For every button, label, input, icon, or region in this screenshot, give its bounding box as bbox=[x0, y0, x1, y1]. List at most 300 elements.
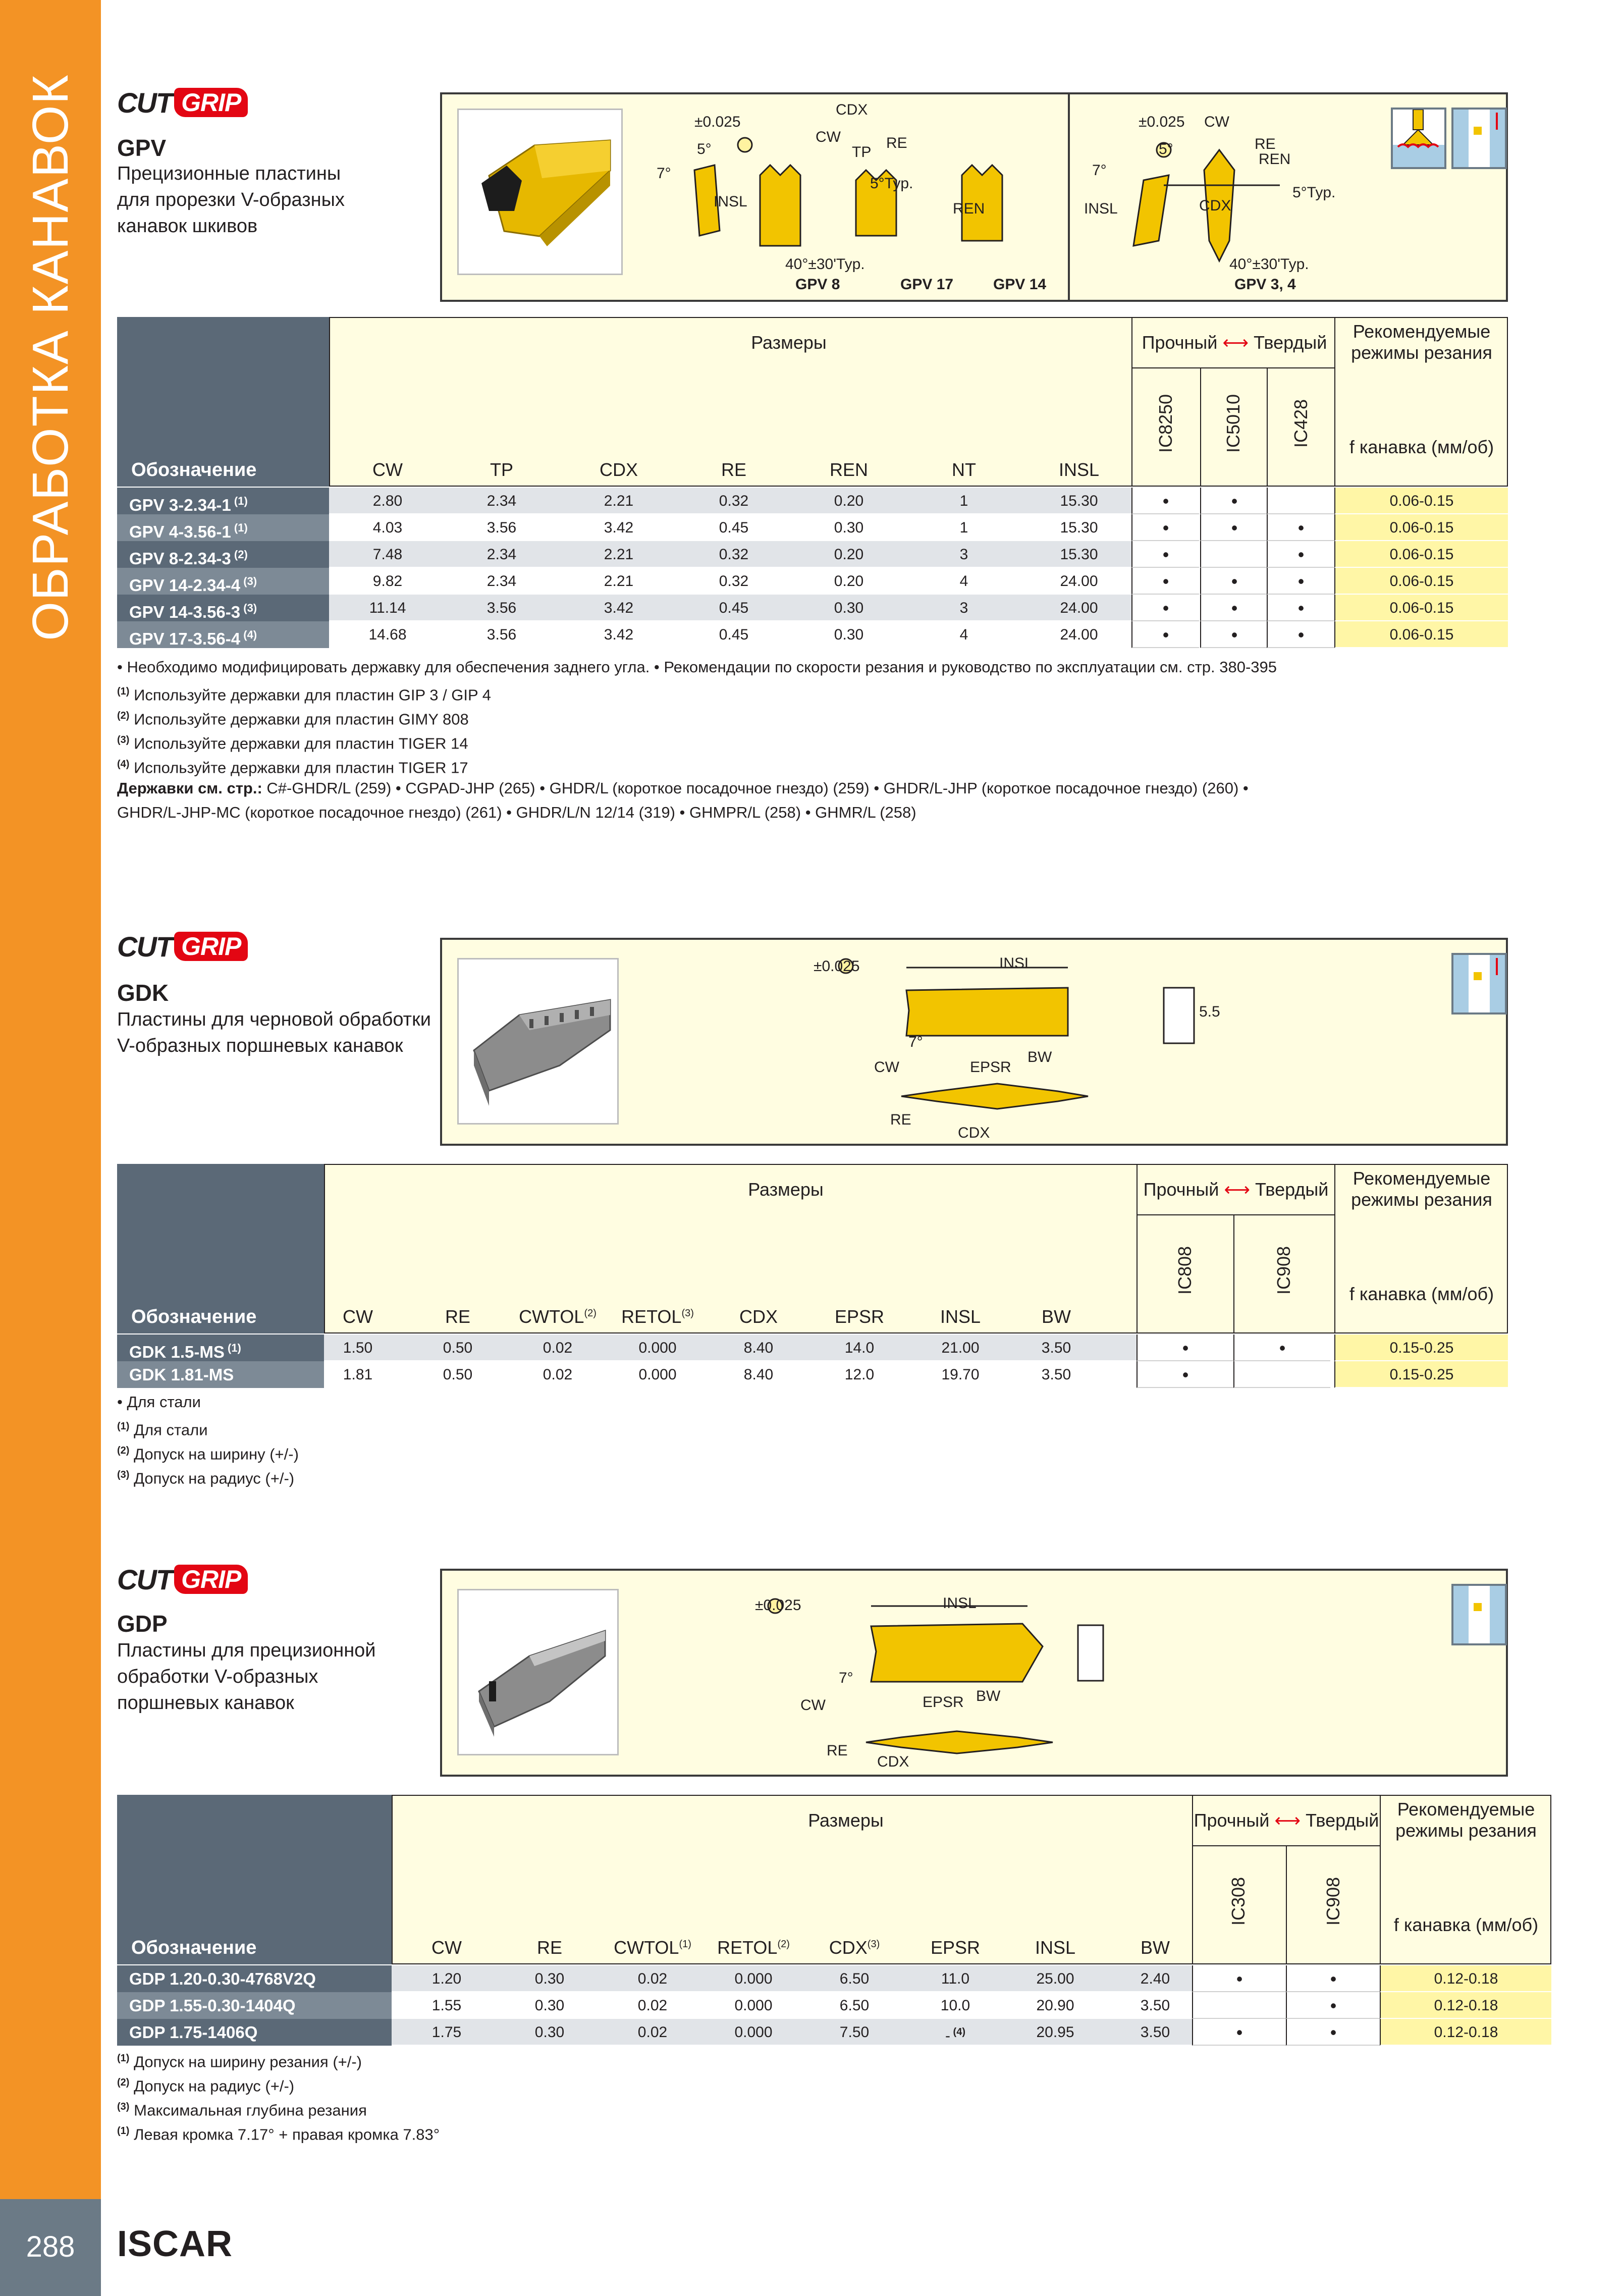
row-cell: 0.20 bbox=[834, 546, 864, 563]
drawing-caption: GPV 3, 4 bbox=[1234, 276, 1296, 293]
column-header: CDX bbox=[599, 459, 638, 480]
row-cell: 4 bbox=[959, 573, 968, 590]
row-cell: 0.000 bbox=[734, 1970, 773, 1987]
column-header: RETOL$^{(3)}$ bbox=[621, 1306, 694, 1327]
row-cell: 4.03 bbox=[372, 519, 403, 536]
row-cell: 2.21 bbox=[604, 493, 634, 509]
grade-hard: Твердый bbox=[1255, 1179, 1329, 1200]
column-header-note: (3) bbox=[681, 1308, 694, 1319]
row-cell: 2.21 bbox=[604, 573, 634, 590]
section-title-vertical: ОБРАБОТКА КАНАВОК bbox=[22, 74, 79, 641]
row-cell: 15.30 bbox=[1060, 493, 1098, 509]
row-cell: 0.20 bbox=[834, 573, 864, 590]
row-code-note: (1) bbox=[231, 495, 248, 507]
row-cell: 0.30 bbox=[834, 600, 864, 616]
note-line: $^{(2)}$ Используйте державки для пластин GIMY 808 bbox=[117, 710, 469, 728]
row-grade: • bbox=[1200, 488, 1268, 514]
row-grade: • bbox=[1267, 595, 1334, 621]
note-line: $^{(2)}$ Допуск на радиус (+/-) bbox=[117, 2077, 295, 2095]
drawing-label: INSL bbox=[1084, 200, 1118, 217]
row-cell: 4 bbox=[959, 626, 968, 643]
row-grade: • bbox=[1192, 1965, 1286, 1992]
column-header: CW bbox=[431, 1937, 462, 1958]
drawing-label: 5°Typ. bbox=[1292, 184, 1336, 201]
row-grade: • bbox=[1200, 621, 1268, 648]
note-text: Используйте державки для пластин TIGER 17 bbox=[134, 759, 468, 777]
row-cell: 3.50 bbox=[1140, 1997, 1170, 2014]
row-cell: 14.68 bbox=[368, 626, 407, 643]
row-cell: 10.0 bbox=[940, 1997, 970, 2014]
row-grade: • bbox=[1137, 1361, 1233, 1388]
row-code-note: (1) bbox=[224, 1342, 241, 1354]
row-cell: 0.30 bbox=[534, 2024, 565, 2041]
row-grade: • bbox=[1286, 1992, 1380, 2019]
row-code: GDK 1.5-MS $^{(1)}$ bbox=[117, 1334, 324, 1361]
column-header-code: Обозначение bbox=[131, 1937, 257, 1958]
note-line: • Для стали bbox=[117, 1393, 201, 1411]
logo-grip-text: GRIP bbox=[174, 1565, 248, 1594]
row-cell: 21.00 bbox=[941, 1340, 980, 1356]
table-row bbox=[117, 568, 1508, 595]
row-cell: 2.34 bbox=[486, 546, 517, 563]
drawing-label: ±0.025 bbox=[814, 958, 860, 975]
row-cell: 0.000 bbox=[734, 1997, 773, 2014]
drawing-label: ±0.025 bbox=[755, 1597, 801, 1614]
note-line: $^{(1)}$ Для стали bbox=[117, 1421, 208, 1439]
row-cell: 8.40 bbox=[743, 1340, 774, 1356]
row-cell: 3 bbox=[959, 600, 968, 616]
row-feed: 0.15-0.25 bbox=[1334, 1361, 1508, 1388]
row-cell: 0.000 bbox=[638, 1340, 677, 1356]
drawing-label: RE bbox=[890, 1111, 911, 1128]
table-row bbox=[117, 541, 1508, 568]
note-text: Допуск на радиус (+/-) bbox=[134, 1469, 295, 1487]
row-grade: • bbox=[1233, 1334, 1330, 1361]
drawing-label: 40°±30'Typ. bbox=[785, 256, 865, 273]
row-grade: • bbox=[1267, 621, 1334, 648]
row-cell: 0.45 bbox=[719, 519, 749, 536]
header-sizes: Размеры bbox=[751, 332, 827, 353]
drawing-label: CDX bbox=[1199, 197, 1231, 214]
cutgrip-logo-gdk bbox=[117, 929, 248, 964]
row-code-note: (4) bbox=[240, 628, 257, 641]
row-code: GPV 8-2.34-3 $^{(2)}$ bbox=[117, 541, 329, 568]
drawing-label: BW bbox=[1027, 1049, 1052, 1065]
note-marker: (1) bbox=[117, 2125, 130, 2137]
row-code: GPV 14-3.56-3 $^{(3)}$ bbox=[117, 595, 329, 621]
drawing-label: 5.5 bbox=[1199, 1003, 1220, 1020]
page-number: 288 bbox=[26, 2230, 75, 2263]
drawing-label: INSL bbox=[999, 955, 1033, 972]
note-line: GHDR/L-JHP-MC (короткое посадочное гнездо) (261) • GHDR/L/N 12/14 (319) • GHMPR/L (258) • GHMR/L (258) bbox=[117, 804, 916, 821]
drawing-caption: GPV 17 bbox=[900, 276, 954, 293]
row-grade: • bbox=[1286, 1965, 1380, 1992]
application-icon-groove bbox=[1451, 953, 1507, 1014]
row-cell: 1 bbox=[959, 493, 968, 509]
table-row bbox=[117, 488, 1508, 514]
row-grade bbox=[1192, 1992, 1286, 2019]
row-grade: • bbox=[1131, 514, 1199, 541]
application-icon-groove bbox=[1451, 108, 1507, 169]
desc-line: поршневых канавок bbox=[117, 1692, 294, 1714]
drawing-label: ±0.025 bbox=[1139, 114, 1185, 130]
row-grade: • bbox=[1131, 568, 1199, 595]
divider bbox=[1286, 1845, 1287, 1964]
row-cell: 14.0 bbox=[844, 1340, 875, 1356]
row-cell: 0.000 bbox=[734, 2024, 773, 2041]
row-cell: 2.80 bbox=[372, 493, 403, 509]
drawing-label: 5° bbox=[697, 141, 712, 157]
column-header: REN bbox=[829, 459, 868, 480]
cutgrip-logo-gdp bbox=[117, 1562, 248, 1597]
arrow-icon: ⟷ bbox=[1222, 332, 1249, 353]
product-description-gpv bbox=[117, 161, 450, 239]
column-header: CWTOL$^{(1)}$ bbox=[614, 1937, 691, 1958]
row-cell: 11.14 bbox=[369, 600, 406, 616]
column-header-note: (2) bbox=[777, 1939, 790, 1950]
row-grade: • bbox=[1131, 541, 1199, 568]
row-feed: 0.06-0.15 bbox=[1334, 541, 1508, 568]
desc-line: канавок шкивов bbox=[117, 216, 258, 237]
drawing-label: 7° bbox=[908, 1034, 923, 1050]
drawing-box-gpv bbox=[440, 92, 1508, 302]
column-header-note: (2) bbox=[584, 1308, 597, 1319]
row-cell: 3.42 bbox=[604, 519, 634, 536]
column-header: INSL bbox=[1035, 1937, 1076, 1958]
row-cell: 2.34 bbox=[486, 493, 517, 509]
row-cell: 3.50 bbox=[1041, 1366, 1071, 1383]
grade-column-header: IC428 bbox=[1290, 399, 1311, 448]
header-sizes: Размеры bbox=[808, 1810, 884, 1831]
desc-line: V-образных поршневых канавок bbox=[117, 1035, 403, 1056]
row-cell: 0.30 bbox=[834, 519, 864, 536]
row-cell: 20.95 bbox=[1036, 2024, 1074, 2041]
application-icon-pulley bbox=[1391, 108, 1446, 169]
grade-tough: Прочный bbox=[1143, 1179, 1219, 1200]
row-grade: • bbox=[1131, 621, 1199, 648]
divider bbox=[1267, 367, 1268, 487]
header-feed: f канавка (мм/об) bbox=[1393, 1914, 1539, 1935]
grade-column-header: IC5010 bbox=[1223, 394, 1243, 453]
row-cell: 0.02 bbox=[637, 1970, 668, 1987]
column-header: RETOL$^{(2)}$ bbox=[717, 1937, 790, 1958]
note-line: $^{(3)}$ Максимальная глубина резания bbox=[117, 2101, 367, 2119]
row-cell: 0.02 bbox=[637, 1997, 668, 2014]
column-header: INSL bbox=[1058, 459, 1100, 480]
table-gpv bbox=[117, 317, 1508, 650]
note-text: Используйте державки для пластин GIMY 808 bbox=[134, 710, 469, 728]
divider bbox=[1200, 367, 1201, 487]
drawing-label: CW bbox=[874, 1059, 899, 1076]
drawing-label: ±0.025 bbox=[694, 114, 741, 130]
note-text: Допуск на ширину (+/-) bbox=[134, 1445, 299, 1463]
row-cell: 0.50 bbox=[443, 1366, 473, 1383]
table-row bbox=[117, 621, 1508, 648]
drawing-label: INSL bbox=[943, 1595, 977, 1612]
row-cell: 0.000 bbox=[638, 1366, 677, 1383]
divider bbox=[1137, 1214, 1334, 1215]
logo-grip-text: GRIP bbox=[174, 932, 248, 961]
note-line bbox=[117, 776, 1277, 800]
brand-name: ISCAR bbox=[117, 2224, 233, 2264]
table-row bbox=[117, 1334, 1508, 1361]
row-cell: 3.50 bbox=[1140, 2024, 1170, 2041]
grade-tough: Прочный bbox=[1142, 332, 1218, 353]
table-row bbox=[117, 1992, 1551, 2019]
drawing-label: 40°±30'Typ. bbox=[1229, 256, 1309, 273]
grade-hard: Твердый bbox=[1306, 1810, 1379, 1831]
row-cell: 24.00 bbox=[1060, 573, 1098, 590]
drawing-svg-gpv bbox=[634, 94, 1507, 300]
header-cutting-data: Рекомендуемые режимы резания bbox=[1351, 1168, 1492, 1210]
row-grade: • bbox=[1131, 595, 1199, 621]
column-header: BW bbox=[1141, 1937, 1170, 1958]
drawing-label: RE bbox=[1255, 136, 1276, 152]
column-header: BW bbox=[1042, 1306, 1071, 1327]
note-line: $^{(4)}$ Используйте державки для пластин TIGER 17 bbox=[117, 759, 468, 777]
arrow-icon: ⟷ bbox=[1224, 1179, 1250, 1200]
product-description-gdp bbox=[117, 1637, 450, 1716]
row-code: GPV 17-3.56-4 $^{(4)}$ bbox=[117, 621, 329, 648]
row-grade: • bbox=[1192, 2019, 1286, 2046]
column-header-note: (3) bbox=[867, 1939, 880, 1950]
header-grade-scale bbox=[1193, 1810, 1380, 1831]
column-header: INSL bbox=[940, 1306, 981, 1327]
row-cell: 0.45 bbox=[719, 626, 749, 643]
column-header-code: Обозначение bbox=[131, 1306, 257, 1327]
row-feed: 0.12-0.18 bbox=[1380, 1992, 1551, 2019]
row-feed: 0.12-0.18 bbox=[1380, 2019, 1551, 2046]
drawing-label: 7° bbox=[839, 1670, 853, 1686]
row-cell: 15.30 bbox=[1060, 519, 1098, 536]
row-code: GDK 1.81-MS bbox=[117, 1361, 324, 1388]
row-cell: 2.40 bbox=[1140, 1970, 1170, 1987]
row-feed: 0.06-0.15 bbox=[1334, 595, 1508, 621]
row-grade: • bbox=[1137, 1334, 1233, 1361]
column-header: CDX bbox=[739, 1306, 778, 1327]
row-cell: 0.30 bbox=[534, 1997, 565, 2014]
row-cell: 20.90 bbox=[1036, 1997, 1074, 2014]
note-text: Максимальная глубина резания bbox=[134, 2101, 367, 2119]
column-header: RE bbox=[536, 1937, 562, 1958]
product-code-gpv: GPV bbox=[117, 135, 167, 161]
row-code: GPV 4-3.56-1 $^{(1)}$ bbox=[117, 514, 329, 541]
table-row bbox=[117, 2019, 1551, 2046]
row-cell: 3 bbox=[959, 546, 968, 563]
row-cell: 1.50 bbox=[343, 1340, 373, 1356]
product-code-gdp: GDP bbox=[117, 1611, 168, 1637]
note-text: Допуск на радиус (+/-) bbox=[134, 2077, 295, 2095]
logo-cut-text: CUT bbox=[117, 1563, 173, 1595]
grade-column-header: IC308 bbox=[1228, 1877, 1249, 1926]
column-header: EPSR bbox=[834, 1306, 885, 1327]
row-cell: 24.00 bbox=[1060, 626, 1098, 643]
desc-line: для прорезки V-образных bbox=[117, 189, 345, 210]
divider bbox=[1233, 1214, 1234, 1333]
drawing-label: REN bbox=[953, 200, 985, 217]
column-header-note: (1) bbox=[679, 1939, 691, 1950]
table-row bbox=[117, 514, 1508, 541]
desc-line: Пластины для черновой обработки bbox=[117, 1009, 431, 1030]
row-grade bbox=[1267, 488, 1334, 514]
notes-gpv bbox=[117, 655, 1277, 825]
drawing-label: RE bbox=[827, 1742, 848, 1759]
drawing-label: INSL bbox=[714, 193, 747, 210]
row-grade: • bbox=[1267, 541, 1334, 568]
drawing-box-gdk bbox=[440, 938, 1508, 1146]
drawing-label: CW bbox=[816, 129, 841, 145]
row-cell: 0.45 bbox=[719, 600, 749, 616]
row-grade bbox=[1233, 1361, 1330, 1388]
column-header: TP bbox=[490, 459, 513, 480]
row-code-note: (1) bbox=[231, 521, 248, 534]
insert-photo-gpv bbox=[457, 109, 623, 275]
row-feed: 0.12-0.18 bbox=[1380, 1965, 1551, 1992]
holders-label: Державки см. стр.: bbox=[117, 779, 262, 797]
header-grade-scale bbox=[1133, 332, 1335, 353]
row-cell: 2.21 bbox=[604, 546, 634, 563]
row-cell: 1 bbox=[959, 519, 968, 536]
notes-gdk bbox=[117, 1390, 299, 1487]
drawing-label: TP bbox=[852, 144, 872, 161]
header-cutting-data: Рекомендуемые режимы резания bbox=[1395, 1799, 1537, 1841]
row-grade: • bbox=[1131, 488, 1199, 514]
row-grade: • bbox=[1286, 2019, 1380, 2046]
row-cell: 2.34 bbox=[486, 573, 517, 590]
row-cell: 25.00 bbox=[1036, 1970, 1074, 1987]
grade-hard: Твердый bbox=[1254, 332, 1327, 353]
row-cell: 1.55 bbox=[431, 1997, 462, 2014]
drawing-caption: GPV 14 bbox=[993, 276, 1047, 293]
drawing-svg-gdk bbox=[634, 940, 1507, 1144]
row-grade bbox=[1200, 541, 1268, 568]
row-cell: 1.20 bbox=[431, 1970, 462, 1987]
row-cell: 3.42 bbox=[604, 600, 634, 616]
row-cell: 7.50 bbox=[839, 2024, 870, 2041]
header-sizes: Размеры bbox=[748, 1179, 824, 1200]
drawing-label: CW bbox=[1204, 114, 1229, 130]
row-cell: 3.56 bbox=[486, 626, 517, 643]
divider bbox=[1131, 367, 1334, 368]
row-cell: 0.02 bbox=[543, 1366, 573, 1383]
row-cell: 3.56 bbox=[486, 519, 517, 536]
note-line: $^{(1)}$ Используйте державки для пластин GIP 3 / GIP 4 bbox=[117, 686, 492, 704]
row-code: GPV 3-2.34-1 $^{(1)}$ bbox=[117, 488, 329, 514]
column-header: EPSR bbox=[930, 1937, 981, 1958]
grade-tough: Прочный bbox=[1194, 1810, 1270, 1831]
divider bbox=[1131, 317, 1132, 487]
row-grade: • bbox=[1200, 568, 1268, 595]
grade-column-header: IC908 bbox=[1323, 1877, 1343, 1926]
row-cell: 0.32 bbox=[719, 573, 749, 590]
cell-note: (4) bbox=[950, 2026, 965, 2038]
row-cell: 0.30 bbox=[534, 1970, 565, 1987]
column-header: RE bbox=[445, 1306, 470, 1327]
note-line: $^{(2)}$ Допуск на ширину (+/-) bbox=[117, 1445, 299, 1463]
insert-photo-gdk bbox=[457, 958, 619, 1125]
row-code: GDP 1.55-0.30-1404Q bbox=[117, 1992, 392, 2019]
header-cutting-data: Рекомендуемые режимы резания bbox=[1351, 321, 1492, 363]
column-header: CDX$^{(3)}$ bbox=[829, 1937, 880, 1958]
row-cell: 24.00 bbox=[1060, 600, 1098, 616]
logo-cut-text: CUT bbox=[117, 930, 173, 963]
row-cell: 0.32 bbox=[719, 546, 749, 563]
grade-column-header: IC908 bbox=[1273, 1246, 1294, 1295]
row-grade: • bbox=[1200, 595, 1268, 621]
drawing-label: CDX bbox=[836, 101, 868, 118]
column-header: CW bbox=[343, 1306, 373, 1327]
drawing-caption: GPV 8 bbox=[795, 276, 840, 293]
column-header: CW bbox=[372, 459, 403, 480]
drawing-label: CDX bbox=[877, 1753, 909, 1770]
row-grade: • bbox=[1200, 514, 1268, 541]
row-grade: • bbox=[1267, 514, 1334, 541]
column-header: CWTOL$^{(2)}$ bbox=[519, 1306, 597, 1327]
note-line bbox=[117, 2119, 440, 2143]
logo-grip-text: GRIP bbox=[174, 88, 248, 117]
drawing-label: RE bbox=[886, 135, 907, 151]
drawing-label: CW bbox=[800, 1697, 826, 1714]
row-feed: 0.06-0.15 bbox=[1334, 621, 1508, 648]
note-line: • Необходимо модифицировать державку для обеспечения заднего угла. • Рекомендации по скорости резания и руководство по эксплуатации см. стр. 380-395 bbox=[117, 658, 1277, 676]
row-cell: 1.75 bbox=[431, 2024, 462, 2041]
note-line: $^{(3)}$ Допуск на радиус (+/-) bbox=[117, 1469, 295, 1487]
logo-cut-text: CUT bbox=[117, 86, 173, 119]
row-code: GDP 1.75-1406Q bbox=[117, 2019, 392, 2046]
row-code-note: (3) bbox=[240, 602, 257, 614]
column-header: NT bbox=[952, 459, 976, 480]
row-cell: 12.0 bbox=[844, 1366, 875, 1383]
note-line: $^{(1)}$ Допуск на ширину резания (+/-) bbox=[117, 2053, 362, 2071]
drawing-label: EPSR bbox=[923, 1694, 964, 1711]
row-cell: 0.20 bbox=[834, 493, 864, 509]
note-text: Используйте державки для пластин GIP 3 / GIP 4 bbox=[134, 686, 492, 704]
row-code: GPV 14-2.34-4 $^{(3)}$ bbox=[117, 568, 329, 595]
desc-line: Прецизионные пластины bbox=[117, 163, 341, 184]
row-cell: 0.02 bbox=[543, 1340, 573, 1356]
row-cell: 15.30 bbox=[1060, 546, 1098, 563]
table-row bbox=[117, 1965, 1551, 1992]
row-cell: 6.50 bbox=[839, 1970, 870, 1987]
drawing-label: 7° bbox=[657, 165, 671, 182]
column-header-code: Обозначение bbox=[131, 459, 257, 480]
header-feed: f канавка (мм/об) bbox=[1349, 437, 1494, 457]
row-cell: 7.48 bbox=[372, 546, 403, 563]
row-cell: 3.50 bbox=[1041, 1340, 1071, 1356]
header-grade-scale bbox=[1138, 1179, 1334, 1200]
row-cell: 8.40 bbox=[743, 1366, 774, 1383]
row-cell: 6.50 bbox=[839, 1997, 870, 2014]
product-description-gdk bbox=[117, 1006, 450, 1059]
holders-list: C#-GHDR/L (259) • CGPAD-JHP (265) • GHDR/L (короткое посадочное гнездо) (259) • GHDR/L-JHP (короткое посадочное гнездо) (260) • bbox=[266, 779, 1249, 797]
row-feed: 0.06-0.15 bbox=[1334, 514, 1508, 541]
row-feed: 0.15-0.25 bbox=[1334, 1334, 1508, 1361]
desc-line: Пластины для прецизионной bbox=[117, 1640, 376, 1661]
drawing-label: CDX bbox=[958, 1125, 990, 1141]
column-header: RE bbox=[721, 459, 746, 480]
row-grade: • bbox=[1267, 568, 1334, 595]
note-text: Левая кромка 7.17° + правая кромка 7.83° bbox=[134, 2125, 440, 2144]
row-cell: 11.0 bbox=[941, 1970, 970, 1987]
row-feed: 0.06-0.15 bbox=[1334, 488, 1508, 514]
table-gdp bbox=[117, 1795, 1551, 2047]
drawing-label: REN bbox=[1259, 151, 1291, 168]
row-cell: 0.50 bbox=[443, 1340, 473, 1356]
drawing-label: BW bbox=[976, 1688, 1001, 1704]
table-row bbox=[117, 1361, 1508, 1388]
note-text: Для стали bbox=[134, 1421, 208, 1439]
desc-line: обработки V-образных bbox=[117, 1666, 318, 1687]
